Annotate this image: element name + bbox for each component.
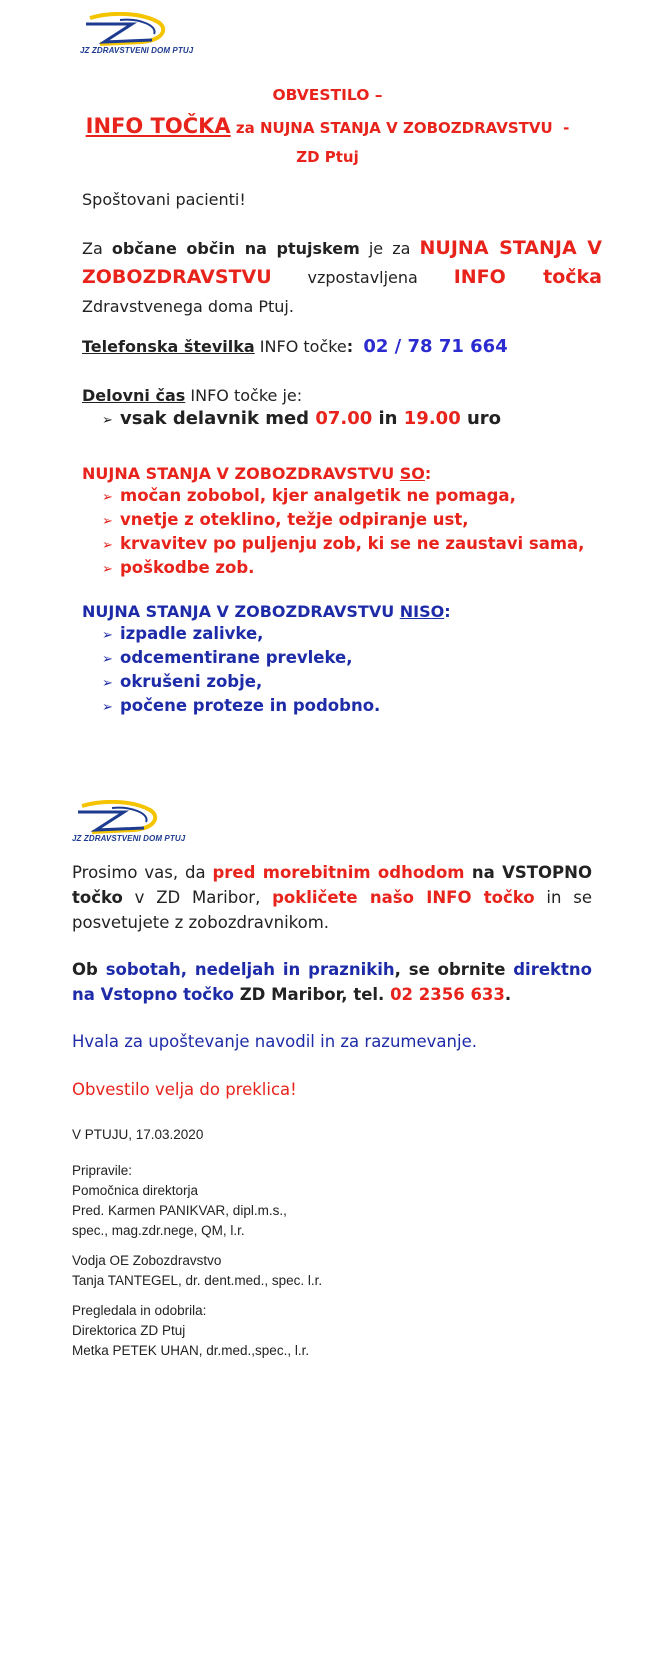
title-line-2 (0, 114, 655, 138)
arrow-bullet-icon: ➢ (102, 562, 113, 577)
arrow-bullet-icon: ➢ (102, 628, 113, 643)
signature-block-1: Pripravile: Pomočnica direktorja Pred. Karmen PANIKVAR, dipl.m.s., spec., mag.zdr.nege, QM, l.r. (72, 1163, 287, 1238)
urgent-no-item: ➢ počene proteze in podobno. (102, 696, 381, 715)
arrow-bullet-icon: ➢ (102, 652, 113, 667)
title-subtitle: za NUJNA STANJA V ZOBOZDRAVSTVU - (230, 119, 570, 137)
urgent-no-item: ➢ okrušeni zobje, (102, 672, 263, 691)
logo-top (80, 12, 193, 55)
logo-caption: JZ ZDRAVSTVENI DOM PTUJ (80, 46, 194, 55)
hours-label: Delovni čas INFO točke je: (82, 386, 303, 405)
logo-second (72, 800, 185, 843)
zd-ptuj-logo-icon (72, 800, 172, 838)
signature-block-3: Pregledala in odobrila: Direktorica ZD Ptuj Metka PETEK UHAN, dr.med.,spec., l.r. (72, 1303, 310, 1358)
arrow-bullet-icon: ➢ (102, 490, 113, 505)
page2-paragraph-1: Prosimo vas, da pred morebitnim odhodom na VSTOPNO točko v ZD Maribor, pokličete našo INFO točko in se posvetujete z zobozdravnikom. (72, 863, 592, 932)
page2-paragraph-2: Ob sobotah, nedeljah in praznikih, se obrnite direktno na Vstopno točko ZD Maribor, tel. 02 2356 633. (72, 960, 592, 1004)
title-line-1: OBVESTILO – (272, 86, 383, 104)
signature-block-2: Vodja OE Zobozdravstvo Tanja TANTEGEL, dr. dent.med., spec. l.r. (72, 1253, 323, 1288)
urgent-no-heading: NUJNA STANJA V ZOBOZDRAVSTVU NISO: (82, 602, 451, 621)
place-date: V PTUJU, 17.03.2020 (72, 1127, 204, 1142)
urgent-yes-item: ➢ močan zobobol, kjer analgetik ne pomaga, (102, 486, 516, 505)
hours-item: ➢ vsak delavnik med 07.00 in 19.00 uro (102, 408, 502, 429)
logo-caption: JZ ZDRAVSTVENI DOM PTUJ (72, 834, 186, 843)
thanks-line: Hvala za upoštevanje navodil in za razumevanje. (72, 1032, 477, 1051)
intro-paragraph: Za občane občin na ptujskem je za NUJNA STANJA V ZOBOZDRAVSTVU vzpostavljena INFO točka Zdravstvenega doma Ptuj. (82, 237, 603, 316)
urgent-yes-heading: NUJNA STANJA V ZOBOZDRAVSTVU SO: (82, 464, 432, 483)
title-info-tocka: INFO TOČKA (85, 114, 231, 138)
phone-number: 02 / 78 71 664 (363, 336, 508, 357)
urgent-no-item: ➢ izpadle zalivke, (102, 624, 264, 643)
title-line-3: ZD Ptuj (296, 148, 359, 166)
phone-line: Telefonska številka INFO točke: 02 / 78 71 664 (82, 336, 508, 357)
validity-line: Obvestilo velja do preklica! (72, 1080, 297, 1099)
greeting: Spoštovani pacienti! (82, 190, 246, 209)
arrow-bullet-icon: ➢ (102, 700, 113, 715)
arrow-bullet-icon: ➢ (102, 514, 113, 529)
urgent-yes-item: ➢ krvavitev po puljenju zob, ki se ne zaustavi sama, (102, 534, 585, 553)
zd-ptuj-logo-icon (80, 12, 180, 50)
urgent-yes-item: ➢ poškodbe zob. (102, 558, 255, 577)
urgent-no-item: ➢ odcementirane prevleke, (102, 648, 353, 667)
arrow-bullet-icon: ➢ (102, 676, 113, 691)
arrow-bullet-icon: ➢ (102, 413, 113, 428)
urgent-yes-item: ➢ vnetje z oteklino, težje odpiranje ust, (102, 510, 469, 529)
arrow-bullet-icon: ➢ (102, 538, 113, 553)
